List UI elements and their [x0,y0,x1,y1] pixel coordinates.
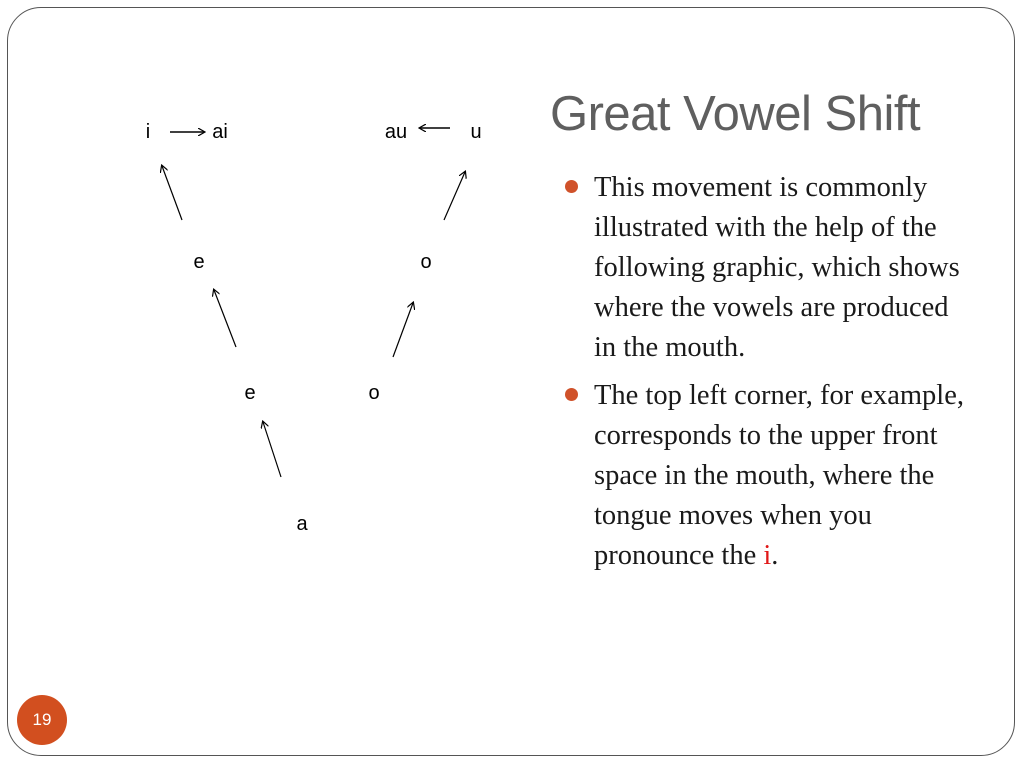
bullet-text-end: . [771,540,779,571]
vowel-ai: ai [212,121,228,143]
vowel-shift-diagram [130,100,490,540]
vowel-e-close: e [193,251,205,273]
bullet-text: This movement is commonly illustrated with the help of the following graphic, which shows where the vowels are produced in the mouth. [594,172,960,363]
bullet-text: The top left corner, for example, corresponds to the upper front space in the mouth, where the tongue moves when you pronounce the [594,380,964,571]
vowel-i: i [145,121,151,143]
arrow-o-open-to-o-close [393,303,413,357]
vowel-a: a [296,513,308,535]
vowel-u: u [470,121,482,143]
slide-title: Great Vowel Shift [550,87,921,141]
arrow-e-close-to-i [162,166,182,220]
vowel-e-open: e [244,382,256,404]
vowel-o-close: o [420,251,432,273]
bullet-list [565,168,975,584]
arrow-e-open-to-e-close [214,290,236,347]
vowel-au: au [384,121,408,143]
bullet-dot-icon [565,388,578,401]
bullet-item [565,168,975,368]
bullet-item [565,376,975,576]
arrow-o-close-to-u [444,172,465,220]
bullet-dot-icon [565,180,578,193]
arrow-a-to-e-open [263,422,281,477]
page-number-badge: 19 [17,695,67,745]
highlighted-vowel: i [763,540,772,571]
vowel-o-open: o [368,382,380,404]
